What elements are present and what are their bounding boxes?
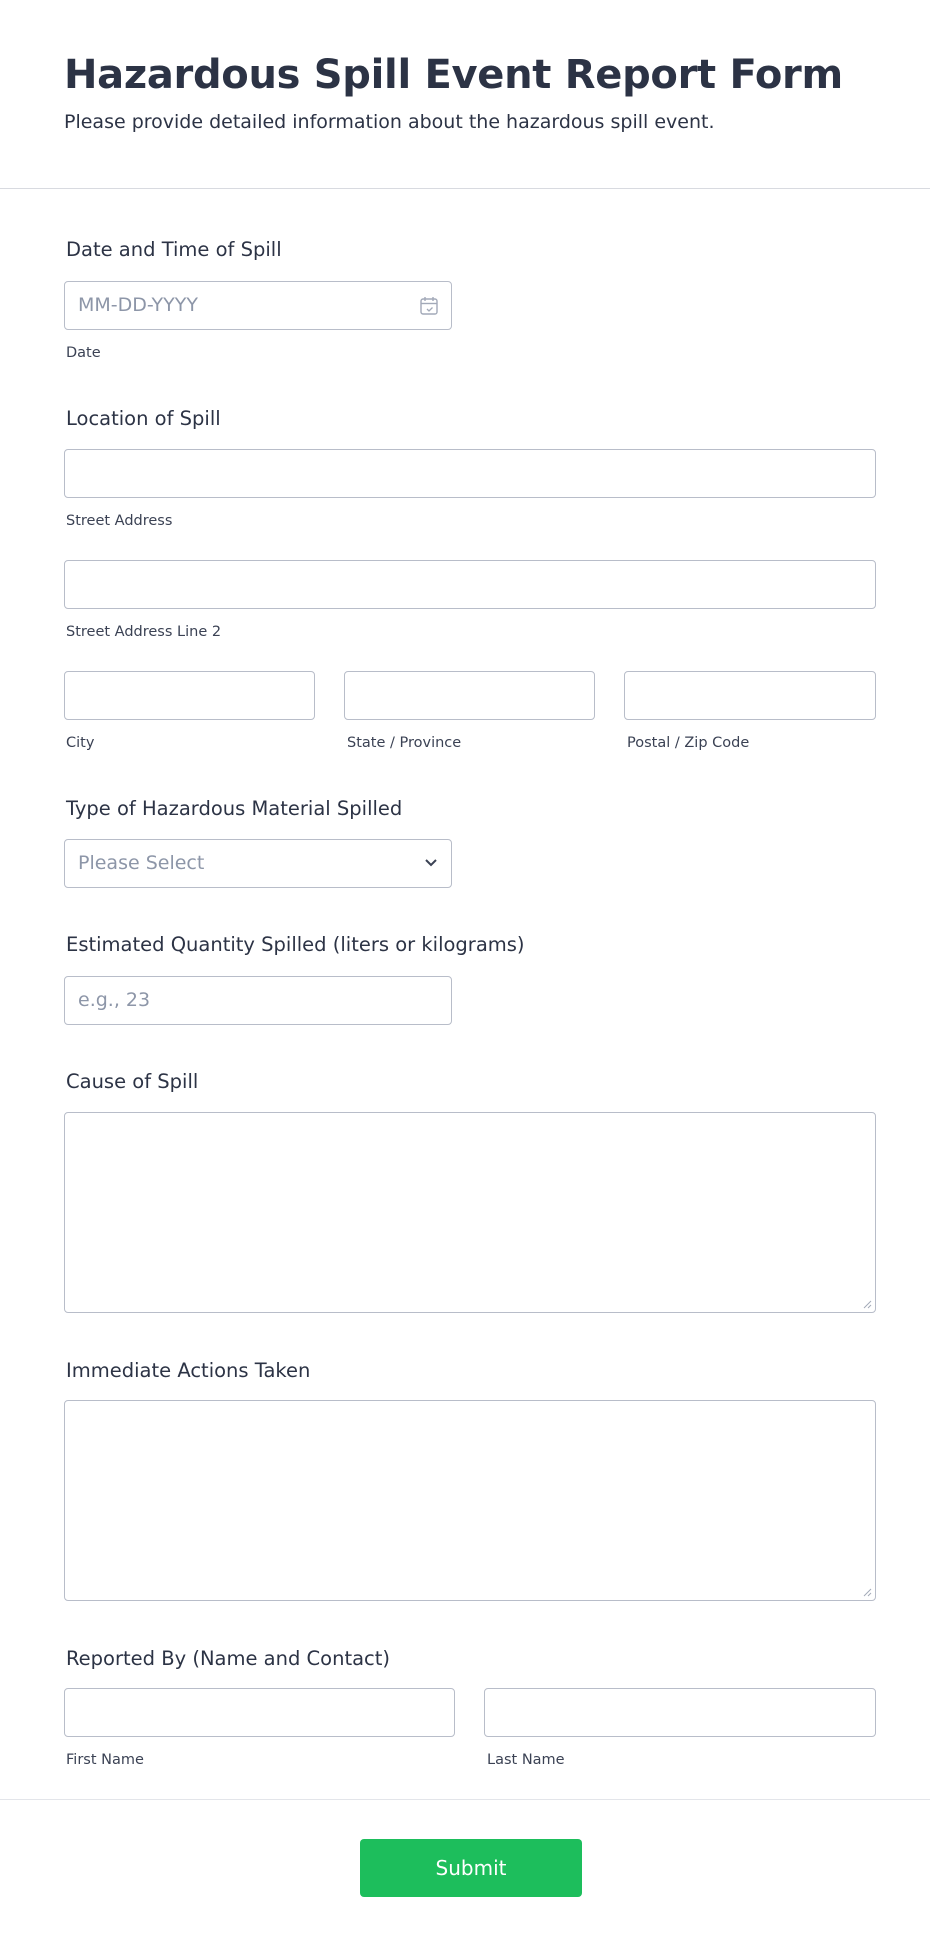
street-address-sublabel: Street Address [66,513,173,529]
date-label: Date and Time of Spill [66,238,282,261]
form-title: Hazardous Spill Event Report Form [64,52,843,98]
first-name-input[interactable] [64,1688,455,1737]
reported-by-label: Reported By (Name and Contact) [66,1647,391,1670]
location-label: Location of Spill [66,407,221,430]
first-name-sublabel: First Name [66,1752,144,1768]
chevron-down-icon [423,857,439,869]
city-sublabel: City [66,735,95,751]
date-placeholder: MM-DD-YYYY [78,294,198,316]
street-address-line2-input[interactable] [64,560,876,609]
submit-button[interactable]: Submit [360,1839,582,1897]
cause-textarea[interactable] [64,1112,876,1313]
city-input[interactable] [64,671,315,720]
footer-divider [0,1799,930,1800]
street-address-line2-sublabel: Street Address Line 2 [66,624,222,640]
actions-textarea[interactable] [64,1400,876,1601]
zip-input[interactable] [624,671,876,720]
cause-label: Cause of Spill [66,1070,199,1093]
date-input[interactable] [64,281,452,330]
resize-grip-icon[interactable] [862,1299,872,1309]
last-name-sublabel: Last Name [487,1752,565,1768]
date-sublabel: Date [66,345,101,361]
zip-sublabel: Postal / Zip Code [627,735,750,751]
street-address-input[interactable] [64,449,876,498]
form-header [0,0,930,189]
material-placeholder: Please Select [78,852,205,874]
state-input[interactable] [344,671,595,720]
quantity-placeholder: e.g., 23 [78,989,151,1011]
state-sublabel: State / Province [347,735,462,751]
actions-label: Immediate Actions Taken [66,1359,311,1382]
material-select[interactable] [64,839,452,888]
form-subtitle: Please provide detailed information about the hazardous spill event. [64,111,715,133]
quantity-input[interactable] [64,976,452,1025]
quantity-label: Estimated Quantity Spilled (liters or kilograms) [66,933,525,956]
calendar-icon[interactable] [420,296,438,316]
material-label: Type of Hazardous Material Spilled [66,797,403,820]
resize-grip-icon[interactable] [862,1587,872,1597]
last-name-input[interactable] [484,1688,876,1737]
